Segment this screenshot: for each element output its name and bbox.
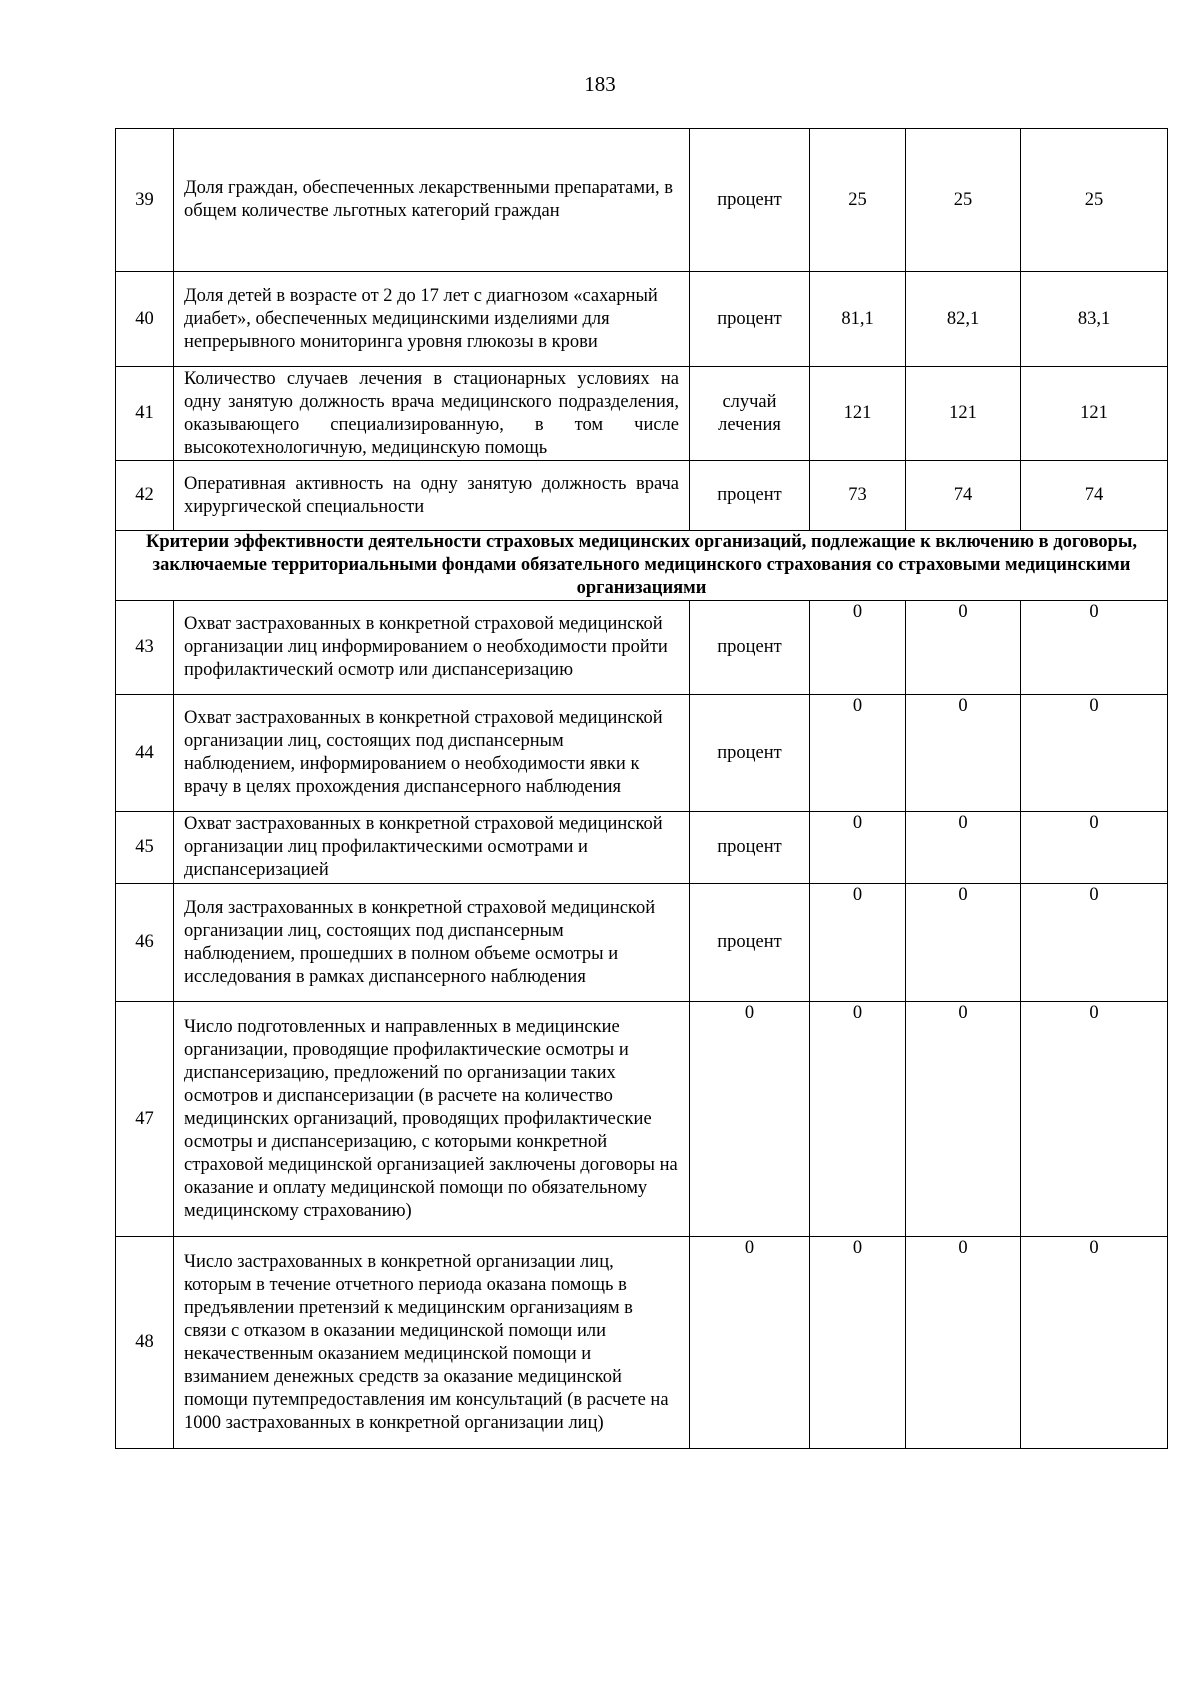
value-cell: 0 [906,1237,1021,1449]
table-row [116,461,1168,531]
unit-cell: процент [690,129,810,272]
unit-cell: процент [690,601,810,695]
value-cell: 0 [810,695,906,812]
value-cell: 0 [810,1237,906,1449]
indicator-text: Число подготовленных и направленных в медицинские организации, проводящие профилактические осмотры и диспансеризацию, предложений по организации таких осмотров и диспансеризации (в расчете на количество медицинских организаций, проводящих профилактические осмотры и диспансеризацию, с которыми конкретной страховой медицинской организацией заключены договоры на оказание и оплату медицинской помощи по обязательному медицинскому страхованию) [174,1002,690,1237]
value-cell: 0 [906,1002,1021,1237]
value-cell: 25 [1021,129,1168,272]
row-number: 40 [116,272,174,367]
value-cell: 0 [1021,1002,1168,1237]
table-row [116,695,1168,812]
value-cell: 74 [1021,461,1168,531]
value-cell: 121 [810,367,906,461]
value-cell: 0 [810,884,906,1002]
unit-cell: процент [690,884,810,1002]
value-cell: 0 [1021,1237,1168,1449]
value-cell: 0 [1021,695,1168,812]
value-cell: 0 [1021,812,1168,884]
value-cell: 81,1 [810,272,906,367]
row-number: 44 [116,695,174,812]
value-cell: 0 [810,1002,906,1237]
section-header: Критерии эффективности деятельности страховых медицинских организаций, подлежащие к включению в договоры, заключаемые территориальными фондами обязательного медицинского страхования со страховыми медицинскими организациями [116,531,1168,601]
row-number: 48 [116,1237,174,1449]
indicator-text: Число застрахованных в конкретной организации лиц, которым в течение отчетного периода оказана помощь в предъявлении претензий к медицинским организациям в связи с отказом в оказании медицинской помощи или некачественным оказанием медицинской помощи и взиманием денежных средств за оказание медицинской помощи путемпредоставления им консультаций (в расчете на 1000 застрахованных в конкретной организации лиц) [174,1237,690,1449]
table-row [116,601,1168,695]
indicator-text: Охват застрахованных в конкретной страховой медицинской организации лиц информированием о необходимости пройти профилактический осмотр или диспансеризацию [174,601,690,695]
row-number: 45 [116,812,174,884]
unit-cell: случай лечения [690,367,810,461]
value-cell: 0 [690,1237,810,1449]
value-cell: 0 [906,884,1021,1002]
unit-cell: процент [690,695,810,812]
value-cell: 0 [690,1002,810,1237]
row-number: 43 [116,601,174,695]
section-header-row [116,531,1168,601]
value-cell: 0 [1021,884,1168,1002]
value-cell: 82,1 [906,272,1021,367]
unit-cell: процент [690,812,810,884]
row-number: 47 [116,1002,174,1237]
row-number: 39 [116,129,174,272]
page-number: 183 [584,72,616,96]
table-row [116,272,1168,367]
indicator-text: Доля детей в возрасте от 2 до 17 лет с диагнозом «сахарный диабет», обеспеченных медицинскими изделиями для непрерывного мониторинга уровня глюкозы в крови [174,272,690,367]
value-cell: 74 [906,461,1021,531]
table-row [116,884,1168,1002]
value-cell: 0 [906,601,1021,695]
table-row [116,1002,1168,1237]
table-row [116,367,1168,461]
row-number: 42 [116,461,174,531]
indicator-text: Доля застрахованных в конкретной страховой медицинской организации лиц, состоящих под диспансерным наблюдением, прошедших в полном объеме осмотры и исследования в рамках диспансерного наблюдения [174,884,690,1002]
table-row [116,1237,1168,1449]
value-cell: 0 [1021,601,1168,695]
unit-cell: процент [690,461,810,531]
indicators-table [115,128,1168,1449]
indicator-text: Охват застрахованных в конкретной страховой медицинской организации лиц, состоящих под диспансерным наблюдением, информированием о необходимости явки к врачу в целях прохождения диспансерного наблюдения [174,695,690,812]
indicator-text: Охват застрахованных в конкретной страховой медицинской организации лиц профилактическими осмотрами и диспансеризацией [174,812,690,884]
value-cell: 121 [906,367,1021,461]
value-cell: 0 [906,695,1021,812]
row-number: 41 [116,367,174,461]
unit-cell: процент [690,272,810,367]
value-cell: 25 [810,129,906,272]
value-cell: 25 [906,129,1021,272]
value-cell: 0 [810,812,906,884]
value-cell: 83,1 [1021,272,1168,367]
indicator-text: Оперативная активность на одну занятую должность врача хирургической специальности [174,461,690,531]
value-cell: 73 [810,461,906,531]
value-cell: 121 [1021,367,1168,461]
indicator-text: Доля граждан, обеспеченных лекарственными препаратами, в общем количестве льготных категорий граждан [174,129,690,272]
indicator-text: Количество случаев лечения в стационарных условиях на одну занятую должность врача медицинского подразделения, оказывающего специализированную, в том числе высокотехнологичную, медицинскую помощь [174,367,690,461]
value-cell: 0 [906,812,1021,884]
table-row [116,129,1168,272]
table-row [116,812,1168,884]
value-cell: 0 [810,601,906,695]
row-number: 46 [116,884,174,1002]
